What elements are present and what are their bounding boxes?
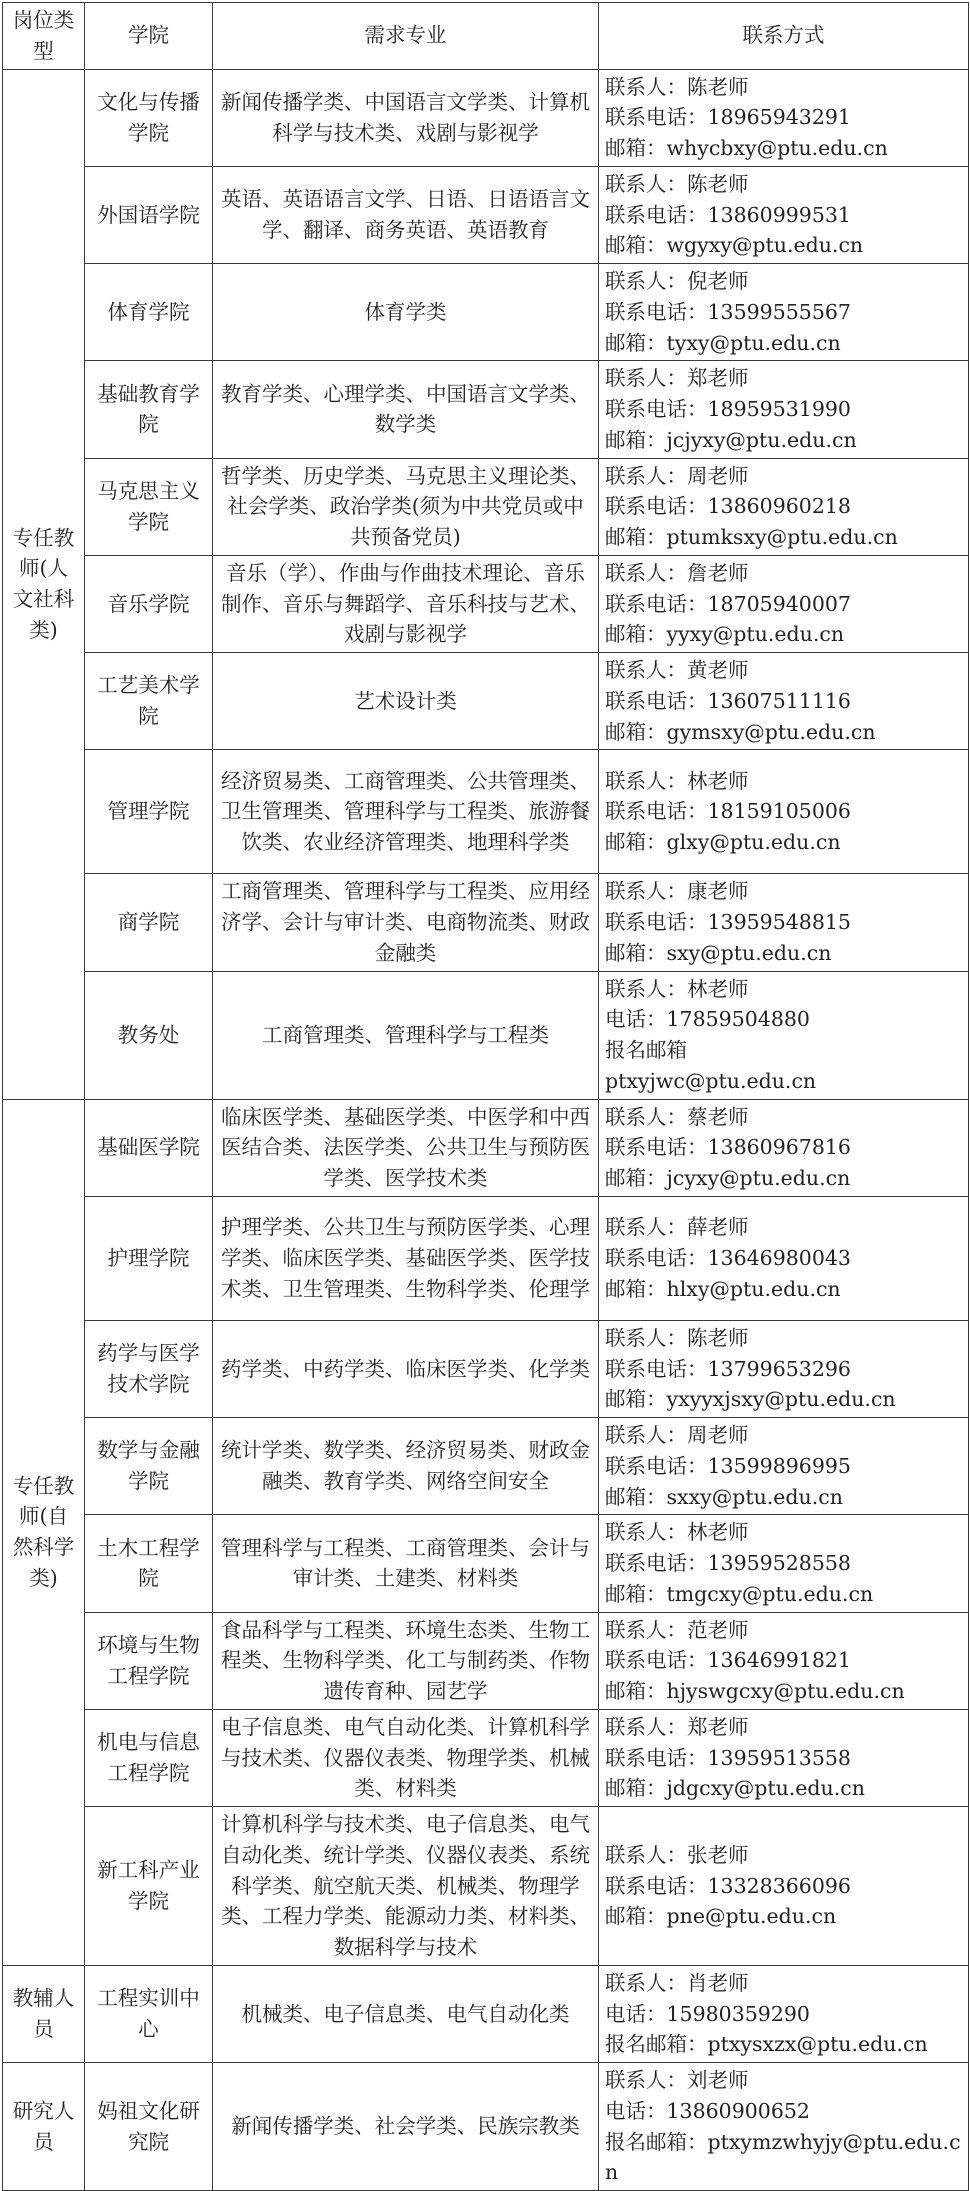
table-body: [3, 69, 969, 2191]
table-row: [3, 361, 969, 458]
position-type-cell: 专任教师(人文社科类): [3, 69, 85, 1099]
table-row: [3, 1196, 969, 1320]
college-cell: 文化与传播学院: [85, 69, 213, 166]
college-cell: 环境与生物工程学院: [85, 1612, 213, 1709]
table-row: [3, 2063, 969, 2191]
contact-cell: [599, 361, 969, 458]
contact-line: 联系电话：13599555567: [605, 299, 851, 324]
header-row: [3, 3, 969, 70]
recruitment-table: [2, 2, 969, 2191]
table-row: [3, 653, 969, 750]
header-majors: 需求专业: [213, 3, 599, 70]
contact-line: 报名邮箱：ptxymzwhyjy@ptu.edu.cn: [605, 2129, 961, 2185]
college-cell: 药学与医学技术学院: [85, 1320, 213, 1417]
contact-line: 联系电话：13959528558: [605, 1551, 851, 1575]
college-cell: 数学与金融学院: [85, 1418, 213, 1515]
table-row: [3, 69, 969, 166]
college-cell: 管理学院: [85, 750, 213, 874]
college-cell: 体育学院: [85, 264, 213, 361]
contact-line: 联系人：林老师: [605, 1520, 749, 1545]
majors-cell: 体育学类: [213, 264, 599, 361]
contact-line: 电话：17859504880: [605, 1007, 810, 1032]
contact-line: 联系电话：13860999531: [605, 202, 851, 227]
majors-cell: 统计学类、数学类、经济贸易类、财政金融类、教育学类、网络空间安全: [213, 1418, 599, 1515]
contact-line: 邮箱：sxy@ptu.edu.cn: [605, 940, 832, 965]
contact-line: 邮箱：jcyxy@ptu.edu.cn: [605, 1166, 851, 1190]
contact-line: 联系电话：13599896995: [605, 1453, 851, 1478]
contact-cell: [599, 1320, 969, 1417]
table-row: [3, 971, 969, 1099]
contact-line: 联系人：倪老师: [605, 269, 749, 293]
contact-line: 邮箱：hjyswgcxy@ptu.edu.cn: [605, 1679, 905, 1703]
contact-line: 邮箱：jcjyxy@ptu.edu.cn: [605, 427, 857, 452]
majors-cell: 机械类、电子信息类、电气自动化类: [213, 1965, 599, 2062]
contact-cell: [599, 1196, 969, 1320]
majors-cell: 食品科学与工程类、环境生态类、生物工程类、生物科学类、化工与制药类、作物遗传育种、园艺学: [213, 1612, 599, 1709]
table-row: [3, 1418, 969, 1515]
contact-line: 联系人：陈老师: [605, 171, 749, 196]
position-type-cell: 研究人员: [3, 2063, 85, 2191]
contact-cell: [599, 971, 969, 1099]
contact-line: 邮箱：whycbxy@ptu.edu.cn: [605, 136, 888, 160]
contact-line: 联系人：郑老师: [605, 1714, 749, 1739]
college-cell: 机电与信息工程学院: [85, 1709, 213, 1806]
college-cell: 外国语学院: [85, 166, 213, 263]
college-cell: 新工科产业学院: [85, 1807, 213, 1966]
contact-line: 联系人：周老师: [605, 1423, 749, 1447]
majors-cell: 管理科学与工程类、工商管理类、会计与审计类、土建类、材料类: [213, 1515, 599, 1612]
contact-line: 联系人：蔡老师: [605, 1104, 749, 1129]
contact-line: 联系人：肖老师: [605, 1970, 749, 1995]
header-contact: 联系方式: [599, 3, 969, 70]
contact-cell: [599, 1099, 969, 1196]
contact-line: 联系人：陈老师: [605, 74, 749, 99]
college-cell: 教务处: [85, 971, 213, 1099]
college-cell: 护理学院: [85, 1196, 213, 1320]
majors-cell: 经济贸易类、工商管理类、公共管理类、卫生管理类、管理科学与工程类、旅游餐饮类、农业经济管理类、地理科学类: [213, 750, 599, 874]
college-cell: 工艺美术学院: [85, 653, 213, 750]
majors-cell: 新闻传播学类、社会学类、民族宗教类: [213, 2063, 599, 2191]
contact-line: 联系人：范老师: [605, 1617, 749, 1642]
table-row: [3, 1807, 969, 1966]
contact-line: ptxyjwc@ptu.edu.cn: [605, 1068, 817, 1093]
college-cell: 基础医学院: [85, 1099, 213, 1196]
table-row: [3, 166, 969, 263]
table-row: [3, 750, 969, 874]
contact-line: 联系电话：18705940007: [605, 591, 851, 616]
contact-line: 联系人：周老师: [605, 463, 749, 488]
contact-line: 邮箱：wgyxy@ptu.edu.cn: [605, 233, 864, 258]
contact-line: 报名邮箱: [605, 1038, 687, 1062]
contact-line: 联系人：郑老师: [605, 366, 749, 391]
position-type-cell: 教辅人员: [3, 1965, 85, 2062]
college-cell: 马克思主义学院: [85, 458, 213, 555]
contact-line: 电话：13860900652: [605, 2098, 810, 2123]
contact-line: 联系人：康老师: [605, 879, 749, 904]
majors-cell: 英语、英语语言文学、日语、日语语言文学、翻译、商务英语、英语教育: [213, 166, 599, 263]
table-row: [3, 1965, 969, 2062]
table-row: [3, 1515, 969, 1612]
contact-line: 联系人：张老师: [605, 1842, 749, 1867]
contact-line: 联系电话：13959548815: [605, 910, 851, 934]
position-type-cell: 专任教师(自然科学类): [3, 1099, 85, 1965]
contact-cell: [599, 264, 969, 361]
contact-line: 邮箱：pne@ptu.edu.cn: [605, 1904, 837, 1929]
majors-cell: 工商管理类、管理科学与工程类、应用经济学、会计与审计类、电商物流类、财政金融类: [213, 874, 599, 971]
contact-line: 联系电话：13799653296: [605, 1356, 851, 1381]
contact-line: 邮箱：yyxy@ptu.edu.cn: [605, 622, 845, 647]
table-row: [3, 458, 969, 555]
contact-cell: [599, 555, 969, 652]
contact-line: 联系电话：13646980043: [605, 1245, 851, 1270]
table-row: [3, 1099, 969, 1196]
contact-line: 联系电话：13328366096: [605, 1873, 851, 1898]
contact-cell: [599, 1612, 969, 1709]
college-cell: 基础教育学院: [85, 361, 213, 458]
contact-line: 邮箱：gymsxy@ptu.edu.cn: [605, 719, 876, 744]
contact-cell: [599, 2063, 969, 2191]
contact-line: 联系电话：13959513558: [605, 1745, 851, 1770]
header-college: 学院: [85, 3, 213, 70]
majors-cell: 计算机科学与技术类、电子信息类、电气自动化类、统计学类、仪器仪表类、系统科学类、航空航天类、机械类、物理学类、工程力学类、能源动力类、材料类、数据科学与技术: [213, 1807, 599, 1966]
contact-cell: [599, 69, 969, 166]
contact-cell: [599, 1515, 969, 1612]
contact-cell: [599, 874, 969, 971]
table-row: [3, 874, 969, 971]
table-row: [3, 1320, 969, 1417]
contact-line: 联系电话：18965943291: [605, 105, 851, 130]
majors-cell: 工商管理类、管理科学与工程类: [213, 971, 599, 1099]
table-row: [3, 1709, 969, 1806]
majors-cell: 药学类、中药学类、临床医学类、化学类: [213, 1320, 599, 1417]
contact-line: 联系人：黄老师: [605, 658, 749, 682]
contact-line: 邮箱：glxy@ptu.edu.cn: [605, 830, 841, 855]
contact-line: 联系人：林老师: [605, 768, 749, 793]
college-cell: 音乐学院: [85, 555, 213, 652]
majors-cell: 教育学类、心理学类、中国语言文学类、数学类: [213, 361, 599, 458]
contact-line: 联系电话：13860967816: [605, 1135, 851, 1160]
college-cell: 商学院: [85, 874, 213, 971]
contact-cell: [599, 653, 969, 750]
majors-cell: 音乐（学）、作曲与作曲技术理论、音乐制作、音乐与舞蹈学、音乐科技与艺术、戏剧与影视学: [213, 555, 599, 652]
contact-line: 联系人：薛老师: [605, 1215, 749, 1240]
college-cell: 土木工程学院: [85, 1515, 213, 1612]
contact-cell: [599, 1807, 969, 1966]
contact-line: 邮箱：ptumksxy@ptu.edu.cn: [605, 525, 898, 549]
contact-line: 邮箱：hlxy@ptu.edu.cn: [605, 1276, 841, 1301]
contact-cell: [599, 166, 969, 263]
contact-line: 邮箱：yxyyxjsxy@ptu.edu.cn: [605, 1387, 896, 1412]
contact-line: 联系人：林老师: [605, 976, 749, 1001]
contact-cell: [599, 458, 969, 555]
contact-cell: [599, 1965, 969, 2062]
table-row: [3, 264, 969, 361]
contact-line: 联系电话：18959531990: [605, 397, 851, 421]
majors-cell: 新闻传播学类、中国语言文学类、计算机科学与技术类、戏剧与影视学: [213, 69, 599, 166]
contact-cell: [599, 1418, 969, 1515]
contact-line: 联系电话：13646991821: [605, 1648, 851, 1673]
contact-line: 联系电话：13860960218: [605, 494, 851, 519]
contact-line: 邮箱：sxxy@ptu.edu.cn: [605, 1484, 843, 1509]
contact-line: 联系人：刘老师: [605, 2068, 749, 2092]
contact-line: 联系人：陈老师: [605, 1325, 749, 1350]
college-cell: 工程实训中心: [85, 1965, 213, 2062]
contact-line: 报名邮箱：ptxysxzx@ptu.edu.cn: [605, 2032, 928, 2057]
contact-line: 联系电话：18159105006: [605, 799, 851, 824]
contact-line: 邮箱：tmgcxy@ptu.edu.cn: [605, 1581, 874, 1606]
table-row: [3, 1612, 969, 1709]
contact-cell: [599, 1709, 969, 1806]
header-position-type: 岗位类型: [3, 3, 85, 70]
contact-line: 邮箱：jdgcxy@ptu.edu.cn: [605, 1776, 865, 1801]
majors-cell: 护理学类、公共卫生与预防医学类、心理学类、临床医学类、基础医学类、医学技术类、卫生管理类、生物科学类、伦理学: [213, 1196, 599, 1320]
college-cell: 妈祖文化研究院: [85, 2063, 213, 2191]
majors-cell: 临床医学类、基础医学类、中医学和中西医结合类、法医学类、公共卫生与预防医学类、医学技术类: [213, 1099, 599, 1196]
contact-line: 电话：15980359290: [605, 2001, 810, 2026]
majors-cell: 电子信息类、电气自动化类、计算机科学与技术类、仪器仪表类、物理学类、机械类、材料类: [213, 1709, 599, 1806]
contact-line: 邮箱：tyxy@ptu.edu.cn: [605, 330, 841, 355]
contact-line: 联系电话：13607511116: [605, 688, 851, 713]
majors-cell: 艺术设计类: [213, 653, 599, 750]
contact-line: 联系人：詹老师: [605, 560, 749, 585]
contact-cell: [599, 750, 969, 874]
table-row: [3, 555, 969, 652]
table-header: [3, 3, 969, 70]
majors-cell: 哲学类、历史学类、马克思主义理论类、社会学类、政治学类(须为中共党员或中共预备党员): [213, 458, 599, 555]
